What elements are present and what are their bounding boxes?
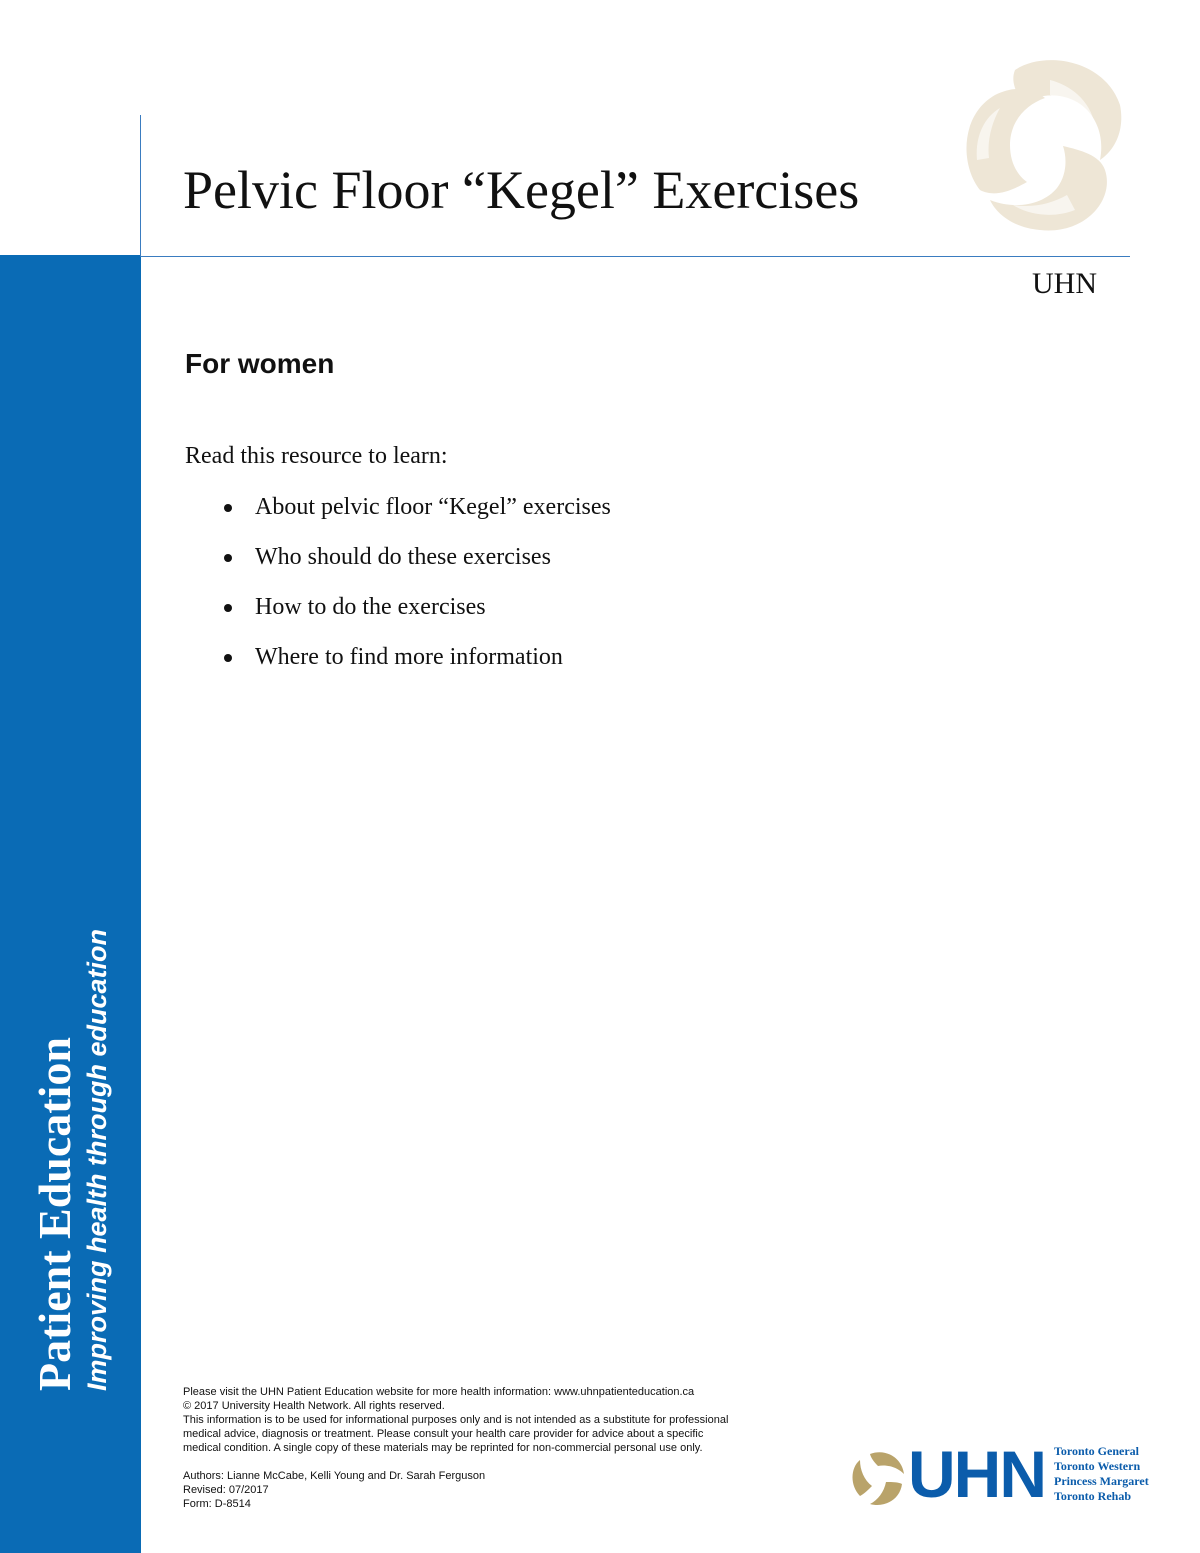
list-item-text: Who should do these exercises (255, 544, 551, 570)
list-item (220, 492, 611, 522)
page-title: Pelvic Floor “Kegel” Exercises (183, 160, 860, 220)
footer-disclaimer-line: medical condition. A single copy of these materials may be reprinted for non-commercial personal use only. (183, 1442, 703, 1454)
intro-text: Read this resource to learn: (185, 443, 448, 469)
footer-copyright: © 2017 University Health Network. All rights reserved. (183, 1400, 445, 1412)
uhn-wordmark: UHN (908, 1437, 1045, 1511)
uhn-logo (848, 1437, 1149, 1511)
footer-spacer (183, 1455, 803, 1469)
subtitle: For women (185, 348, 335, 379)
uhn-site-name: Toronto Western (1054, 1459, 1141, 1473)
footer-disclaimer-line: medical advice, diagnosis or treatment. Please consult your health care provider for advice about a specific (183, 1428, 704, 1440)
list-item (220, 542, 611, 572)
topic-list (220, 492, 611, 692)
footer-authors: Authors: Lianne McCabe, Kelli Young and Dr. Sarah Ferguson (183, 1470, 486, 1482)
list-item-text: About pelvic floor “Kegel” exercises (255, 494, 611, 520)
sidebar-title: Patient Education (29, 1037, 80, 1391)
footer-revised: Revised: 07/2017 (183, 1484, 269, 1496)
uhn-sites (1054, 1444, 1149, 1504)
uhn-site-name: Toronto General (1054, 1444, 1140, 1458)
bullet-icon (224, 604, 232, 612)
sidebar-tagline: Improving health through education (82, 929, 112, 1391)
uhn-site-name: Toronto Rehab (1054, 1489, 1132, 1503)
list-item-text: How to do the exercises (255, 594, 486, 620)
bullet-icon (224, 654, 232, 662)
footer-website-line: Please visit the UHN Patient Education website for more health information: www.uhnpatienteducation.ca (183, 1386, 695, 1398)
uhn-emblem-icon (848, 1448, 908, 1508)
org-label: UHN (1032, 267, 1097, 300)
bullet-icon (224, 554, 232, 562)
list-item (220, 592, 611, 622)
bullet-icon (224, 504, 232, 512)
footer-form-number: Form: D-8514 (183, 1498, 251, 1510)
uhn-site-name: Princess Margaret (1054, 1474, 1149, 1488)
header-horizontal-rule (140, 256, 1130, 257)
list-item (220, 642, 611, 672)
leaf-emblem-icon (955, 50, 1135, 235)
footer-disclaimer-line: This information is to be used for informational purposes only and is not intended as a substitute for professional (183, 1414, 729, 1426)
header-vertical-rule (140, 115, 141, 257)
footer (183, 1385, 803, 1511)
sidebar (0, 255, 141, 1553)
list-item-text: Where to find more information (255, 644, 563, 670)
sidebar-text (28, 929, 112, 1391)
